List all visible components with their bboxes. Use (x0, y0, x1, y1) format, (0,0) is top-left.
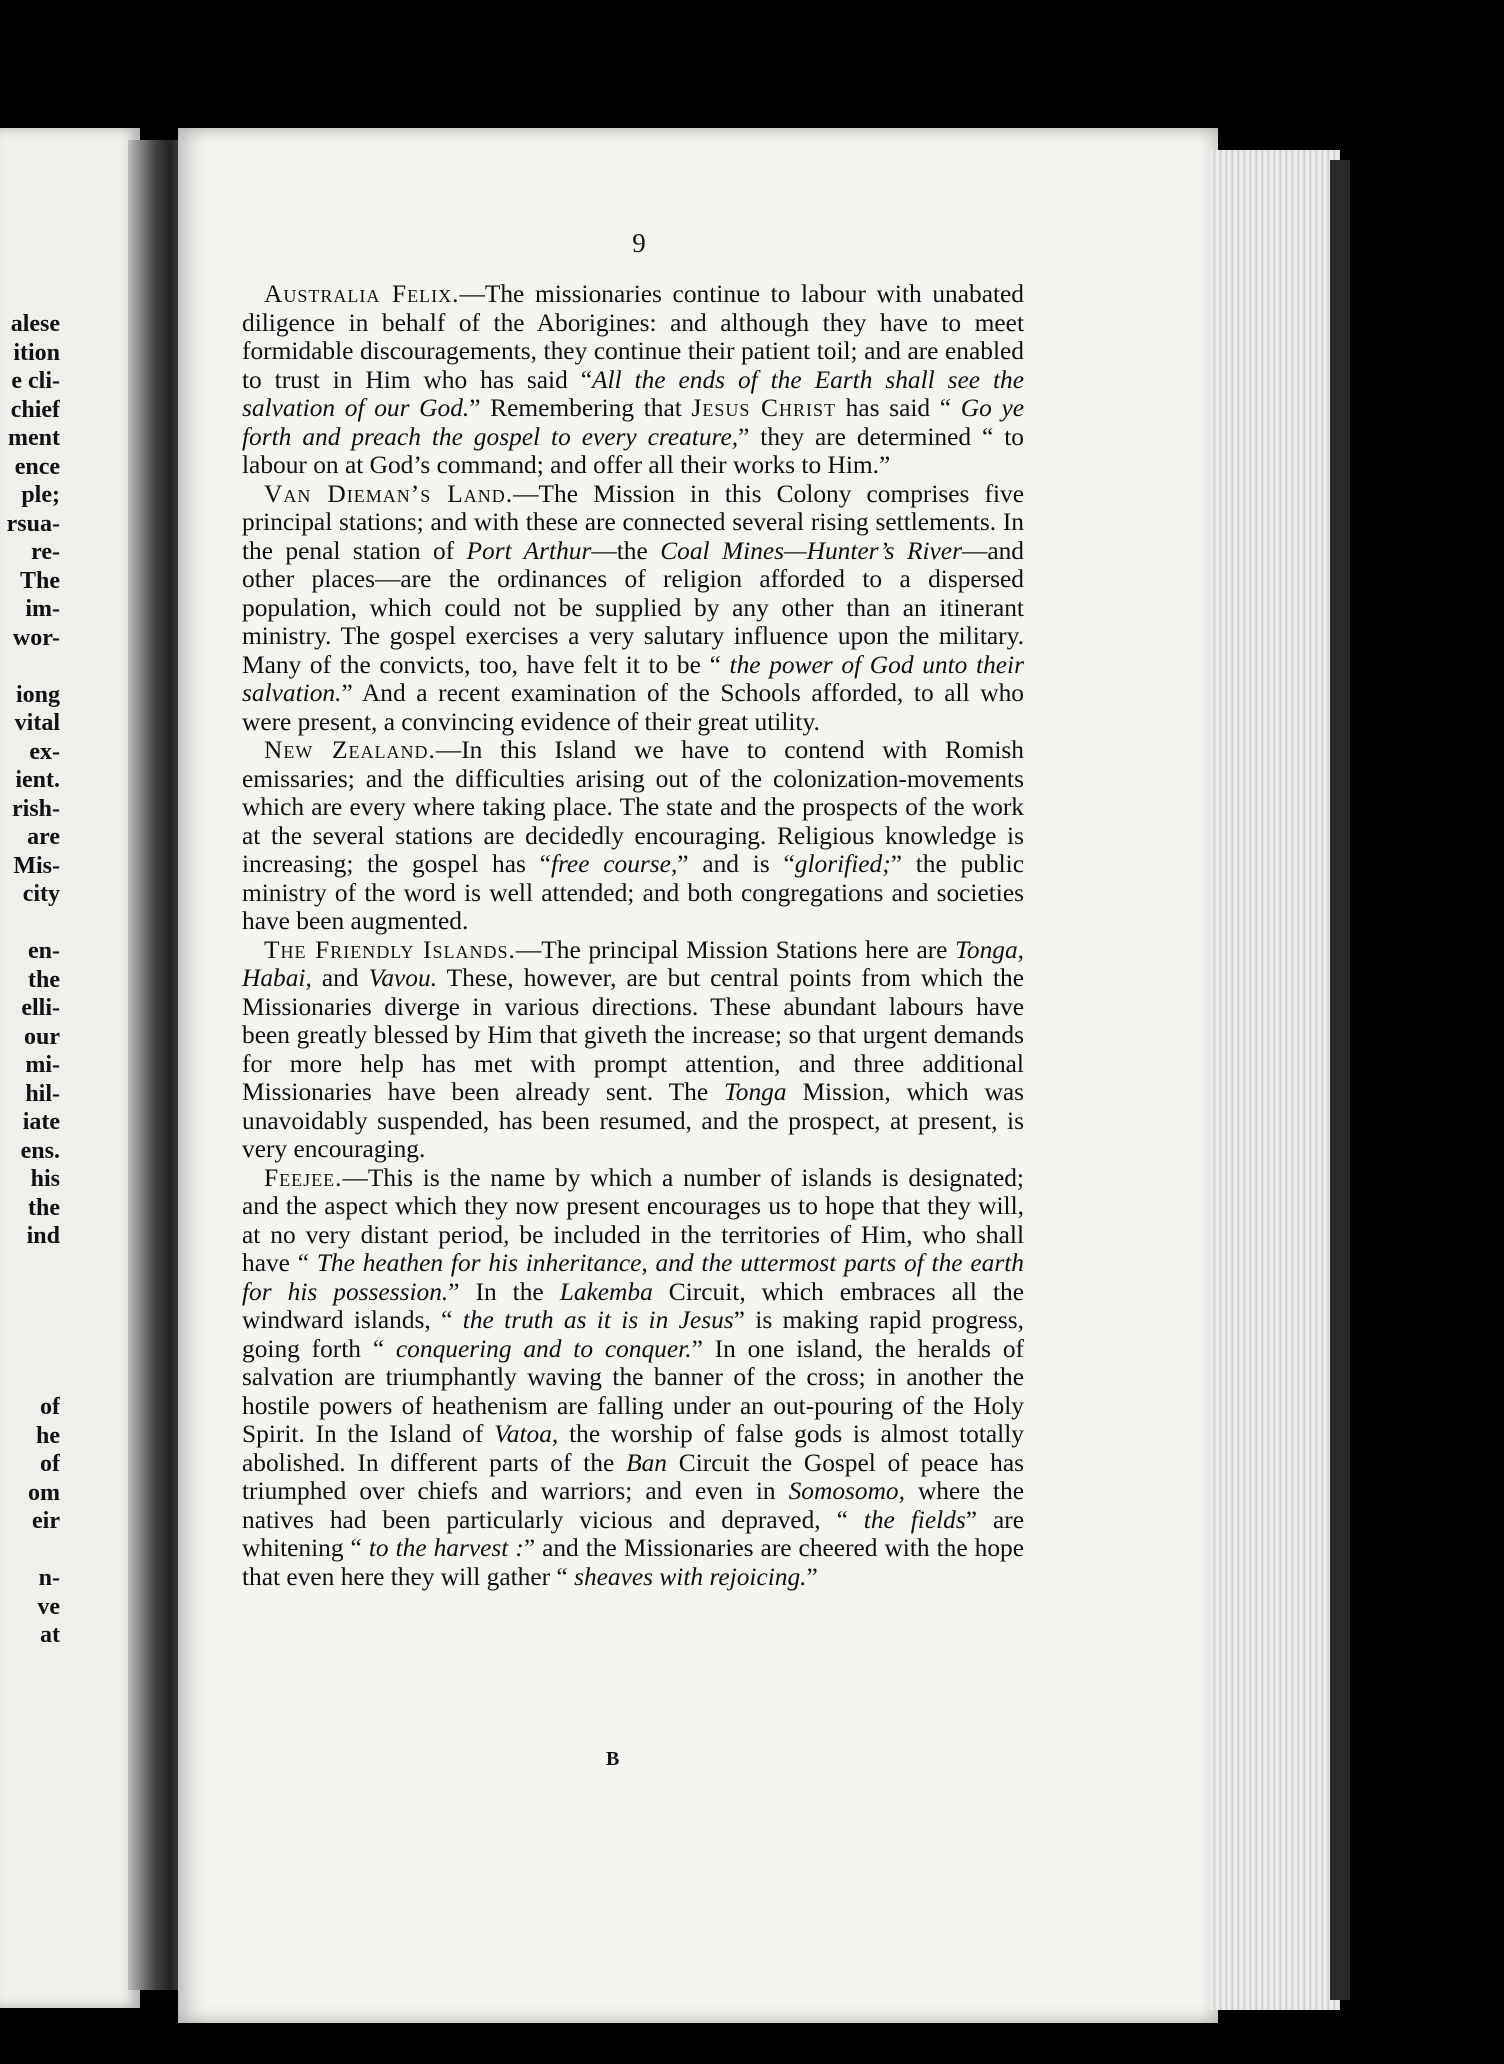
left-fragment-line: ient. (15, 767, 60, 793)
left-fragment-line: iate (22, 1109, 60, 1135)
left-fragment-gap (0, 1365, 60, 1394)
left-fragment-line: wor- (12, 624, 60, 651)
left-fragment-line: The (19, 567, 60, 594)
left-fragment-line: im- (25, 596, 60, 622)
section-heading: Van Dieman’s Land. (264, 479, 514, 508)
left-fragment-line: Mis- (13, 852, 60, 879)
left-fragment-line: our (24, 1023, 60, 1050)
left-fragment-line: elli- (21, 995, 60, 1021)
page-stack-edge (1210, 150, 1340, 2010)
left-fragment-gap (0, 1279, 60, 1308)
left-fragment-line: the (28, 1194, 60, 1221)
left-fragment-line: rish- (12, 795, 60, 822)
left-fragment-line: are (27, 824, 60, 850)
left-fragment-line: at (40, 1622, 60, 1648)
left-fragment-line (0, 1536, 60, 1565)
left-fragment-line: om (28, 1479, 60, 1506)
paragraph-australia-felix: Australia Felix.—The missionaries continue to labour with unabated diligence in behalf of the Aborigines: and although they have to meet formidable discouragements, they continue their patient toil; and are enabled to trust in Him who has said “All the ends of the Earth shall see the salvation of our God.” Remembering that Jesus Christ has said “ Go ye forth and preach the gospel to every creature,” they are determined “ to labour on at God’s command; and offer all their works to Him.” (242, 280, 1025, 479)
left-fragment-line: ment (8, 425, 60, 451)
signature-mark: B (606, 1748, 620, 1770)
section-heading: The Friendly Islands. (264, 935, 516, 964)
section-heading: New Zealand. (264, 736, 436, 764)
section-heading: Australia Felix. (264, 280, 460, 308)
left-fragment-line: iong (15, 681, 60, 708)
left-fragment-line: the (28, 966, 60, 993)
left-fragment-line: rsua- (6, 510, 60, 537)
left-fragment-line: ind (26, 1223, 60, 1249)
left-fragment-line: ve (37, 1593, 60, 1620)
left-fragment-line: en- (28, 938, 60, 964)
left-fragment-line: his (30, 1166, 60, 1192)
left-fragment-gap (0, 1336, 60, 1365)
left-fragment-line: chief (10, 396, 60, 423)
previous-page-text-fragments (0, 310, 60, 1650)
left-fragment-gap (0, 1308, 60, 1337)
left-fragment-line: ition (13, 339, 60, 366)
left-fragment-line (0, 909, 60, 938)
paragraph-friendly-islands: The Friendly Islands.—The principal Mission Stations here are Tonga, Habai, and Vavou. These, however, are but central points from which the Missionaries diverge in various directions. These abundant labours have been greatly blessed by Him that giveth the increase; so that urgent demands for more help has met with prompt attention, and three additional Missionaries have been already sent. The Tonga Mission, which was unavoidably suspended, has been resumed, and the prospect, at present, is very encouraging. (242, 935, 1024, 1163)
paragraph-van-diemans-land: Van Dieman’s Land.—The Mission in this Colony comprises five principal stations; and with these are connected several rising settlements. In the penal station of Port Arthur—the Coal Mines—Hunter’s River—and other places—are the ordinances of religion afforded to a dispersed population, which could not be supplied by any other than an itinerant ministry. The gospel exercises a very salutary influence upon the military. Many of the convicts, too, have felt it to be “ the power of God unto their salvation.” And a recent examination of the Schools afforded, to all who were present, a convincing evidence of their great utility. (242, 479, 1025, 736)
left-fragment-line: he (36, 1422, 60, 1449)
left-fragment-line: re- (31, 539, 60, 565)
paragraph-new-zealand: New Zealand.—In this Island we have to contend with Romish emissaries; and the difficulties arising out of the colonization-movements which are every where taking place. The state and the prospects of the work at the several stations are decidedly encouraging. Religious knowledge is increasing; the gospel has “free course,” and is “glorified;” the public ministry of the word is well attended; and both congregations and societies have been augmented. (242, 736, 1025, 935)
left-fragment-line: alese (10, 311, 60, 337)
left-fragment-line: of (40, 1394, 60, 1420)
paragraph-feejee: Feejee.—This is the name by which a number of islands is designated; and the aspect which they now present encourages us to hope that they will, at no very distant period, be included in the territories of Him, who shall have “ The heathen for his inheritance, and the uttermost parts of the earth for his possession.” In the Lakemba Circuit, which embraces all the windward islands, “ the truth as it is in Jesus” is making rapid progress, going forth “ conquering and to conquer.” In one island, the heralds of salvation are triumphantly waving the banner of the cross; in another the hostile powers of heathenism are falling under an out-pouring of the Holy Spirit. In the Island of Vatoa, the worship of false gods is almost totally abolished. In different parts of the Ban Circuit the Gospel of peace has triumphed over chiefs and warriors; and even in Somosomo, where the natives had been particularly vicious and depraved, “ the fields” are whitening “ to the harvest :” and the Missionaries are cheered with the hope that even here they will gather “ sheaves with rejoicing.” (242, 1163, 1025, 1591)
left-fragment-line: hil- (25, 1080, 60, 1107)
left-fragment-line (0, 652, 60, 681)
left-fragment-line: eir (32, 1508, 60, 1534)
body-text (242, 280, 1024, 1591)
left-fragment-line: ple; (21, 482, 60, 508)
left-fragment-line: mi- (25, 1052, 60, 1078)
left-fragment-line: ex- (29, 738, 60, 765)
section-heading: Feejee. (264, 1163, 343, 1192)
left-fragment-line: of (40, 1451, 60, 1477)
left-fragment-line: ens. (20, 1137, 60, 1164)
book-cover-edge (1330, 160, 1350, 2000)
left-fragment-line: n- (38, 1565, 60, 1591)
left-fragment-line: ence (14, 453, 60, 480)
left-fragment-line: vital (14, 710, 60, 736)
left-fragment-gap (0, 1251, 60, 1280)
page-number: 9 (632, 228, 646, 258)
left-fragment-line: e cli- (11, 368, 60, 394)
left-fragment-line: city (22, 881, 60, 907)
